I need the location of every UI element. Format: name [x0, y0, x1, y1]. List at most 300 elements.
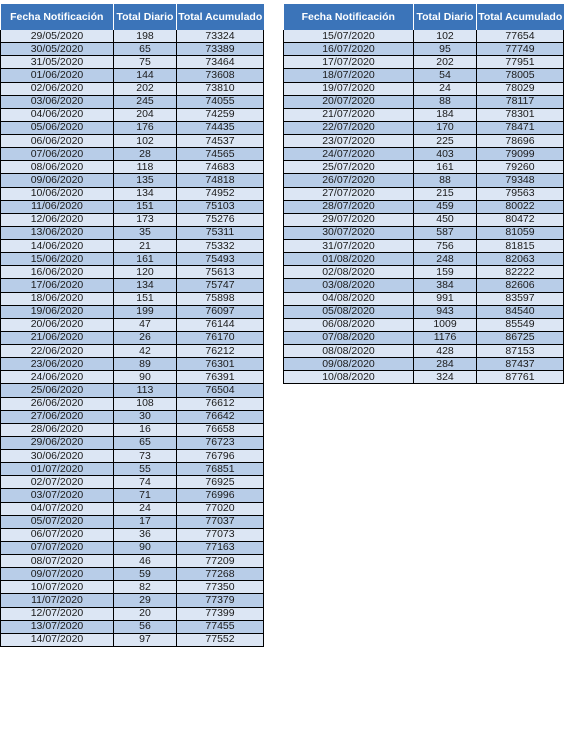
cell-total-diario: 199 [114, 305, 177, 318]
table-row [284, 161, 564, 174]
table-row [1, 148, 264, 161]
table-row [1, 358, 264, 371]
cell-total-acumulado: 74683 [177, 161, 264, 174]
table-row [1, 30, 264, 43]
table-row [1, 279, 264, 292]
table-row [284, 200, 564, 213]
table-row [1, 305, 264, 318]
cell-total-acumulado: 76391 [177, 371, 264, 384]
cell-fecha: 20/07/2020 [284, 95, 414, 108]
table-row [1, 594, 264, 607]
cell-fecha: 23/07/2020 [284, 135, 414, 148]
cell-fecha: 15/06/2020 [1, 253, 114, 266]
table-row [284, 279, 564, 292]
cell-total-diario: 102 [114, 135, 177, 148]
cell-total-diario: 24 [114, 502, 177, 515]
cell-total-diario: 65 [114, 436, 177, 449]
table-row [1, 607, 264, 620]
cell-total-acumulado: 82222 [477, 266, 564, 279]
cell-fecha: 24/07/2020 [284, 148, 414, 161]
table-row [1, 568, 264, 581]
cell-total-acumulado: 77749 [477, 43, 564, 56]
cell-fecha: 07/06/2020 [1, 148, 114, 161]
cell-total-acumulado: 77037 [177, 515, 264, 528]
cell-fecha: 06/06/2020 [1, 135, 114, 148]
cell-total-diario: 459 [414, 200, 477, 213]
cell-total-acumulado: 76996 [177, 489, 264, 502]
cell-fecha: 18/07/2020 [284, 69, 414, 82]
cell-fecha: 16/06/2020 [1, 266, 114, 279]
cell-total-diario: 176 [114, 121, 177, 134]
cell-fecha: 30/07/2020 [284, 226, 414, 239]
cell-total-diario: 159 [414, 266, 477, 279]
table-row [1, 423, 264, 436]
cell-fecha: 04/08/2020 [284, 292, 414, 305]
cell-total-acumulado: 78301 [477, 108, 564, 121]
cell-total-diario: 55 [114, 463, 177, 476]
cell-total-diario: 403 [414, 148, 477, 161]
cell-total-acumulado: 76658 [177, 423, 264, 436]
cell-fecha: 24/06/2020 [1, 371, 114, 384]
cell-fecha: 25/06/2020 [1, 384, 114, 397]
cell-total-diario: 75 [114, 56, 177, 69]
cell-fecha: 09/08/2020 [284, 358, 414, 371]
cell-total-diario: 17 [114, 515, 177, 528]
table-row [1, 345, 264, 358]
table-row [1, 515, 264, 528]
cell-total-acumulado: 77209 [177, 555, 264, 568]
cell-fecha: 08/07/2020 [1, 555, 114, 568]
table-row [1, 397, 264, 410]
cell-total-diario: 135 [114, 174, 177, 187]
table-row [284, 30, 564, 43]
cell-total-acumulado: 75103 [177, 200, 264, 213]
cell-fecha: 03/06/2020 [1, 95, 114, 108]
cell-total-diario: 102 [414, 30, 477, 43]
cell-total-acumulado: 73324 [177, 30, 264, 43]
cell-total-diario: 170 [414, 121, 477, 134]
cell-fecha: 12/07/2020 [1, 607, 114, 620]
cell-fecha: 30/06/2020 [1, 450, 114, 463]
cell-total-diario: 65 [114, 43, 177, 56]
cell-total-diario: 46 [114, 555, 177, 568]
cell-total-diario: 20 [114, 607, 177, 620]
cell-fecha: 07/08/2020 [284, 331, 414, 344]
cell-fecha: 10/06/2020 [1, 187, 114, 200]
table-row [284, 121, 564, 134]
cell-fecha: 30/05/2020 [1, 43, 114, 56]
cell-total-diario: 215 [414, 187, 477, 200]
cell-fecha: 14/06/2020 [1, 240, 114, 253]
cell-total-diario: 88 [414, 95, 477, 108]
cell-total-diario: 59 [114, 568, 177, 581]
table-row [1, 331, 264, 344]
cell-total-diario: 73 [114, 450, 177, 463]
cell-fecha: 01/08/2020 [284, 253, 414, 266]
cell-total-diario: 47 [114, 318, 177, 331]
header-total-acumulado: Total Acumulado [477, 4, 564, 30]
cell-fecha: 08/06/2020 [1, 161, 114, 174]
cell-fecha: 17/06/2020 [1, 279, 114, 292]
cell-total-diario: 1176 [414, 331, 477, 344]
cell-fecha: 19/06/2020 [1, 305, 114, 318]
cell-total-acumulado: 77552 [177, 633, 264, 646]
cell-fecha: 14/07/2020 [1, 633, 114, 646]
cell-total-acumulado: 74565 [177, 148, 264, 161]
table-row [284, 345, 564, 358]
table-row [1, 69, 264, 82]
cell-total-diario: 36 [114, 528, 177, 541]
table-row [284, 95, 564, 108]
cell-fecha: 04/06/2020 [1, 108, 114, 121]
cell-total-acumulado: 80472 [477, 213, 564, 226]
cell-total-acumulado: 77654 [477, 30, 564, 43]
cell-total-diario: 202 [414, 56, 477, 69]
cell-total-diario: 202 [114, 82, 177, 95]
cell-total-acumulado: 77268 [177, 568, 264, 581]
cell-fecha: 12/06/2020 [1, 213, 114, 226]
table-row [284, 213, 564, 226]
cell-total-acumulado: 74055 [177, 95, 264, 108]
header-total-diario: Total Diario [414, 4, 477, 30]
cell-total-acumulado: 78471 [477, 121, 564, 134]
cell-total-diario: 74 [114, 476, 177, 489]
cell-total-acumulado: 87153 [477, 345, 564, 358]
cell-total-diario: 198 [114, 30, 177, 43]
table-right [283, 4, 564, 384]
cell-total-diario: 324 [414, 371, 477, 384]
cell-total-acumulado: 76301 [177, 358, 264, 371]
cell-total-acumulado: 80022 [477, 200, 564, 213]
cell-fecha: 10/07/2020 [1, 581, 114, 594]
cell-total-acumulado: 75747 [177, 279, 264, 292]
cell-fecha: 31/05/2020 [1, 56, 114, 69]
cell-total-diario: 161 [114, 253, 177, 266]
cell-total-diario: 88 [414, 174, 477, 187]
cell-total-diario: 95 [414, 43, 477, 56]
table-row [284, 305, 564, 318]
cell-total-diario: 108 [114, 397, 177, 410]
cell-total-diario: 144 [114, 69, 177, 82]
cell-total-diario: 90 [114, 371, 177, 384]
table-row [284, 148, 564, 161]
table-row [284, 292, 564, 305]
cell-fecha: 09/06/2020 [1, 174, 114, 187]
table-row [1, 95, 264, 108]
cell-total-acumulado: 78117 [477, 95, 564, 108]
cell-fecha: 18/06/2020 [1, 292, 114, 305]
cell-total-acumulado: 82606 [477, 279, 564, 292]
cell-fecha: 26/06/2020 [1, 397, 114, 410]
cell-total-diario: 29 [114, 594, 177, 607]
cell-total-diario: 943 [414, 305, 477, 318]
cell-total-acumulado: 83597 [477, 292, 564, 305]
cell-fecha: 15/07/2020 [284, 30, 414, 43]
table-row [1, 450, 264, 463]
table-row [1, 213, 264, 226]
cell-total-diario: 248 [414, 253, 477, 266]
cell-fecha: 06/07/2020 [1, 528, 114, 541]
cell-total-acumulado: 76612 [177, 397, 264, 410]
cell-total-acumulado: 74952 [177, 187, 264, 200]
cell-total-diario: 118 [114, 161, 177, 174]
cell-total-acumulado: 78696 [477, 135, 564, 148]
table-row [284, 318, 564, 331]
table-row [1, 161, 264, 174]
table-row [284, 174, 564, 187]
cell-fecha: 28/06/2020 [1, 423, 114, 436]
table-row [284, 240, 564, 253]
table-row [284, 266, 564, 279]
cell-fecha: 13/07/2020 [1, 620, 114, 633]
cell-total-acumulado: 75311 [177, 226, 264, 239]
cell-total-acumulado: 77073 [177, 528, 264, 541]
cell-total-acumulado: 75613 [177, 266, 264, 279]
cell-total-diario: 450 [414, 213, 477, 226]
cell-total-diario: 1009 [414, 318, 477, 331]
table-row [284, 371, 564, 384]
cell-total-acumulado: 78029 [477, 82, 564, 95]
table-row [1, 633, 264, 646]
table-row [284, 187, 564, 200]
cell-total-diario: 71 [114, 489, 177, 502]
cell-total-diario: 184 [414, 108, 477, 121]
cell-fecha: 02/07/2020 [1, 476, 114, 489]
cell-fecha: 26/07/2020 [284, 174, 414, 187]
cell-total-diario: 151 [114, 292, 177, 305]
cell-total-acumulado: 73608 [177, 69, 264, 82]
cell-total-acumulado: 76796 [177, 450, 264, 463]
table-row [1, 463, 264, 476]
cell-fecha: 10/08/2020 [284, 371, 414, 384]
cell-total-acumulado: 81815 [477, 240, 564, 253]
cell-total-acumulado: 76723 [177, 436, 264, 449]
cell-fecha: 16/07/2020 [284, 43, 414, 56]
table-row [1, 135, 264, 148]
table-row [1, 174, 264, 187]
table-row [1, 410, 264, 423]
cell-fecha: 03/08/2020 [284, 279, 414, 292]
cell-total-diario: 245 [114, 95, 177, 108]
cell-total-diario: 26 [114, 331, 177, 344]
header-fecha: Fecha Notificación [284, 4, 414, 30]
cell-total-acumulado: 76504 [177, 384, 264, 397]
cell-fecha: 07/07/2020 [1, 541, 114, 554]
cell-total-diario: 82 [114, 581, 177, 594]
table-row [1, 436, 264, 449]
cell-total-acumulado: 76925 [177, 476, 264, 489]
cell-fecha: 21/06/2020 [1, 331, 114, 344]
table-row [1, 476, 264, 489]
cell-fecha: 17/07/2020 [284, 56, 414, 69]
cell-total-diario: 120 [114, 266, 177, 279]
table-row [1, 371, 264, 384]
cell-fecha: 05/06/2020 [1, 121, 114, 134]
table-row [1, 266, 264, 279]
table-row [1, 555, 264, 568]
table-row [1, 56, 264, 69]
cell-total-diario: 54 [414, 69, 477, 82]
cell-fecha: 09/07/2020 [1, 568, 114, 581]
table-row [284, 253, 564, 266]
cell-total-diario: 97 [114, 633, 177, 646]
table-row [1, 528, 264, 541]
cell-fecha: 04/07/2020 [1, 502, 114, 515]
cell-fecha: 05/08/2020 [284, 305, 414, 318]
cell-total-acumulado: 76170 [177, 331, 264, 344]
cell-total-acumulado: 75493 [177, 253, 264, 266]
cell-fecha: 29/06/2020 [1, 436, 114, 449]
table-row [1, 240, 264, 253]
cell-fecha: 25/07/2020 [284, 161, 414, 174]
cell-fecha: 28/07/2020 [284, 200, 414, 213]
table-row [1, 108, 264, 121]
cell-fecha: 29/07/2020 [284, 213, 414, 226]
cell-fecha: 02/08/2020 [284, 266, 414, 279]
cell-total-diario: 204 [114, 108, 177, 121]
cell-total-diario: 161 [414, 161, 477, 174]
cell-fecha: 23/06/2020 [1, 358, 114, 371]
cell-total-acumulado: 82063 [477, 253, 564, 266]
cell-total-acumulado: 79563 [477, 187, 564, 200]
cell-fecha: 05/07/2020 [1, 515, 114, 528]
cell-total-acumulado: 74537 [177, 135, 264, 148]
cell-total-acumulado: 77951 [477, 56, 564, 69]
cell-fecha: 01/07/2020 [1, 463, 114, 476]
table-row [1, 43, 264, 56]
cell-fecha: 27/07/2020 [284, 187, 414, 200]
table-row [284, 108, 564, 121]
cell-total-diario: 28 [114, 148, 177, 161]
cell-total-diario: 225 [414, 135, 477, 148]
cell-fecha: 19/07/2020 [284, 82, 414, 95]
cell-total-acumulado: 79348 [477, 174, 564, 187]
cell-total-diario: 284 [414, 358, 477, 371]
cell-total-diario: 90 [114, 541, 177, 554]
cell-fecha: 08/08/2020 [284, 345, 414, 358]
table-row [1, 82, 264, 95]
cell-total-acumulado: 79099 [477, 148, 564, 161]
table-row [1, 226, 264, 239]
table-row [1, 292, 264, 305]
cell-total-acumulado: 77350 [177, 581, 264, 594]
cell-fecha: 21/07/2020 [284, 108, 414, 121]
cell-fecha: 13/06/2020 [1, 226, 114, 239]
cell-total-acumulado: 74435 [177, 121, 264, 134]
cell-total-acumulado: 76097 [177, 305, 264, 318]
cell-total-acumulado: 75898 [177, 292, 264, 305]
cell-total-acumulado: 76212 [177, 345, 264, 358]
header-total-acumulado: Total Acumulado [177, 4, 264, 30]
cell-total-acumulado: 74259 [177, 108, 264, 121]
cell-total-diario: 113 [114, 384, 177, 397]
cell-fecha: 22/07/2020 [284, 121, 414, 134]
table-row [284, 56, 564, 69]
cell-fecha: 11/06/2020 [1, 200, 114, 213]
table-row [284, 43, 564, 56]
cell-total-diario: 991 [414, 292, 477, 305]
cell-total-acumulado: 76144 [177, 318, 264, 331]
table-row [1, 620, 264, 633]
table-row [284, 226, 564, 239]
cell-total-acumulado: 77455 [177, 620, 264, 633]
cell-total-acumulado: 81059 [477, 226, 564, 239]
cell-total-diario: 56 [114, 620, 177, 633]
header-row [1, 4, 264, 30]
cell-total-diario: 134 [114, 279, 177, 292]
cell-total-diario: 428 [414, 345, 477, 358]
table-row [1, 384, 264, 397]
cell-total-diario: 16 [114, 423, 177, 436]
table-body-right [284, 30, 564, 384]
table-row [284, 331, 564, 344]
cell-total-acumulado: 77379 [177, 594, 264, 607]
table-row [1, 581, 264, 594]
cell-total-diario: 134 [114, 187, 177, 200]
header-fecha: Fecha Notificación [1, 4, 114, 30]
cell-fecha: 03/07/2020 [1, 489, 114, 502]
cell-total-diario: 21 [114, 240, 177, 253]
cell-total-acumulado: 87437 [477, 358, 564, 371]
cell-fecha: 02/06/2020 [1, 82, 114, 95]
cell-total-diario: 89 [114, 358, 177, 371]
cell-total-diario: 151 [114, 200, 177, 213]
cell-total-acumulado: 78005 [477, 69, 564, 82]
cell-total-acumulado: 77163 [177, 541, 264, 554]
cell-total-acumulado: 77020 [177, 502, 264, 515]
table-row [284, 358, 564, 371]
cell-fecha: 27/06/2020 [1, 410, 114, 423]
cell-fecha: 22/06/2020 [1, 345, 114, 358]
table-row [1, 541, 264, 554]
table-left [0, 4, 264, 647]
cell-total-diario: 35 [114, 226, 177, 239]
table-row [284, 135, 564, 148]
cell-total-acumulado: 76851 [177, 463, 264, 476]
table-row [1, 253, 264, 266]
cell-total-acumulado: 73464 [177, 56, 264, 69]
header-total-diario: Total Diario [114, 4, 177, 30]
cell-total-acumulado: 87761 [477, 371, 564, 384]
cell-fecha: 06/08/2020 [284, 318, 414, 331]
table-row [1, 187, 264, 200]
cell-total-acumulado: 85549 [477, 318, 564, 331]
cell-total-diario: 756 [414, 240, 477, 253]
cell-fecha: 01/06/2020 [1, 69, 114, 82]
cell-total-acumulado: 84540 [477, 305, 564, 318]
cell-total-acumulado: 75276 [177, 213, 264, 226]
cell-total-acumulado: 73810 [177, 82, 264, 95]
header-row [284, 4, 564, 30]
cell-total-acumulado: 75332 [177, 240, 264, 253]
cell-total-acumulado: 74818 [177, 174, 264, 187]
cell-total-acumulado: 73389 [177, 43, 264, 56]
table-row [1, 200, 264, 213]
cell-total-acumulado: 77399 [177, 607, 264, 620]
cell-total-acumulado: 86725 [477, 331, 564, 344]
table-row [284, 69, 564, 82]
cell-total-diario: 24 [414, 82, 477, 95]
cell-total-acumulado: 76642 [177, 410, 264, 423]
cell-total-diario: 42 [114, 345, 177, 358]
cell-fecha: 20/06/2020 [1, 318, 114, 331]
cell-total-diario: 384 [414, 279, 477, 292]
cell-fecha: 31/07/2020 [284, 240, 414, 253]
table-body-left [1, 30, 264, 646]
cell-fecha: 11/07/2020 [1, 594, 114, 607]
table-row [1, 121, 264, 134]
table-row [1, 318, 264, 331]
